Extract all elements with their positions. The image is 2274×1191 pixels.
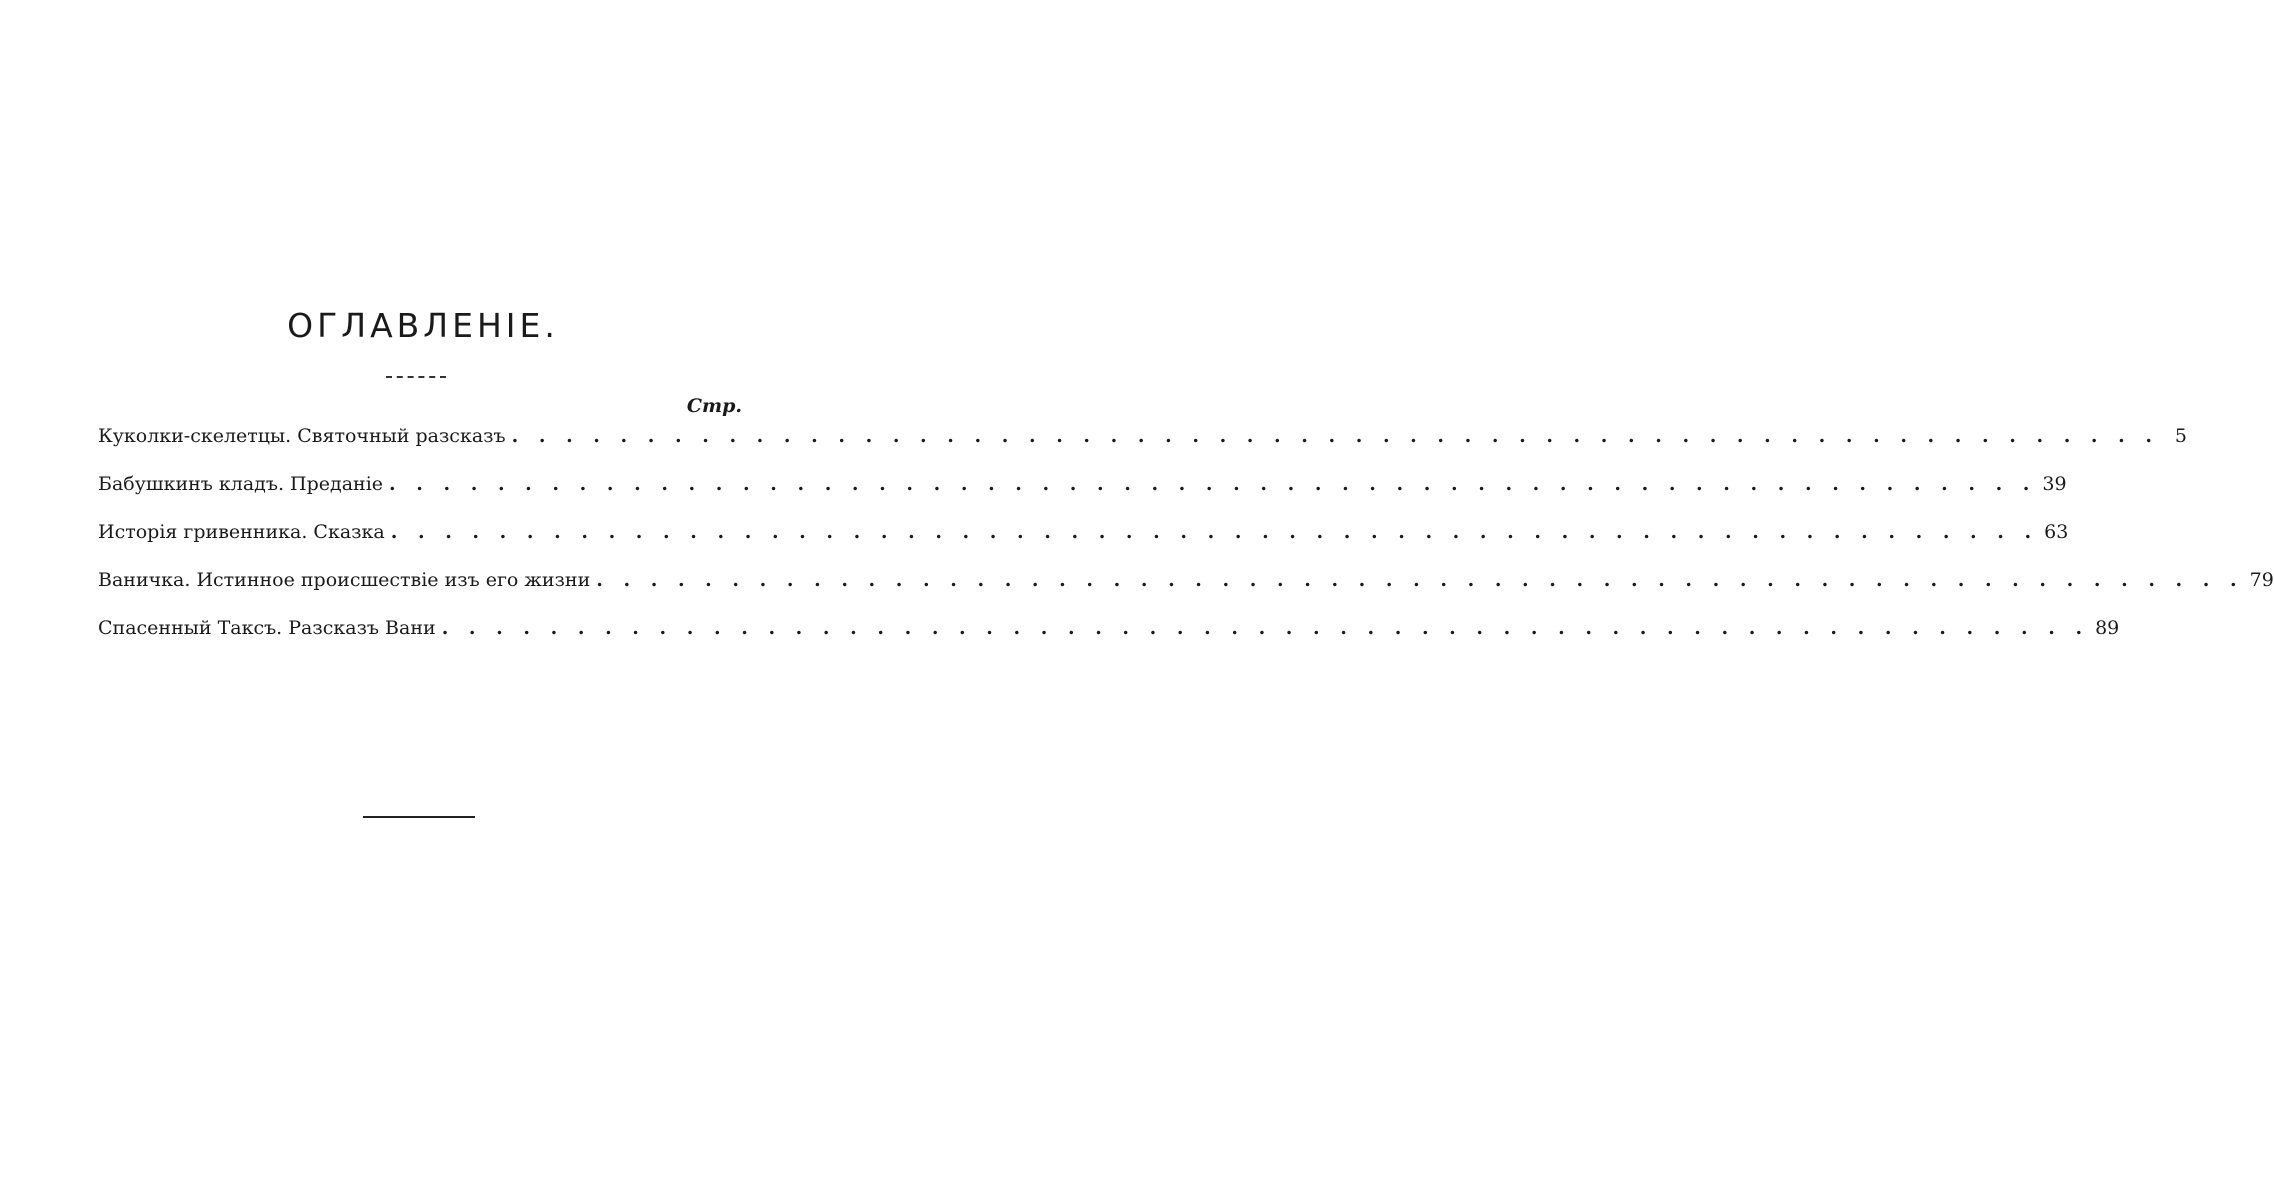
toc-entry-page: 89 — [2095, 617, 2120, 639]
page-column-header: Стр. — [686, 395, 742, 417]
dot-leader: . . . . . . . . . . . . . . . . . . . . . . . . . . . . . . . . . . . . . . . . . . . . . . . . . . . . . . . . . . . . . — [441, 617, 2090, 639]
dot-leader: . . . . . . . . . . . . . . . . . . . . . . . . . . . . . . . . . . . . . . . . . . . . . . . . . . . . . . . . . . . . . — [596, 569, 2244, 591]
toc-entry-page: 5 — [2174, 425, 2187, 447]
toc-entry-page: 39 — [2042, 473, 2067, 495]
toc-entry[interactable] — [98, 516, 2069, 564]
toc-entry[interactable] — [98, 564, 2274, 612]
toc-entry-title: Бабушкинъ кладъ. Преданіе — [98, 473, 384, 495]
toc-entry[interactable] — [98, 612, 2120, 660]
table-of-contents — [98, 420, 2274, 660]
toc-entry-title: Спасенный Таксъ. Разсказъ Вани — [98, 617, 436, 639]
dot-leader: . . . . . . . . . . . . . . . . . . . . . . . . . . . . . . . . . . . . . . . . . . . . . . . . . . . . . . . . . . . . . — [390, 521, 2039, 543]
toc-entry[interactable] — [98, 420, 2187, 468]
toc-entry[interactable] — [98, 468, 2067, 516]
toc-entry-page: 63 — [2044, 521, 2069, 543]
toc-entry-title: Исторія гривенника. Сказка — [98, 521, 385, 543]
page-title: ОГЛАВЛЕНІЕ. — [287, 306, 559, 345]
dot-leader: . . . . . . . . . . . . . . . . . . . . . . . . . . . . . . . . . . . . . . . . . . . . . . . . . . . . . . . . . . . . . — [511, 425, 2159, 447]
closing-rule — [363, 816, 475, 818]
toc-entry-title: Ваничка. Истинное происшествіе изъ его жизни — [98, 569, 591, 591]
dot-leader: . . . . . . . . . . . . . . . . . . . . . . . . . . . . . . . . . . . . . . . . . . . . . . . . . . . . . . . . . . . . . — [389, 473, 2037, 495]
toc-entry-page: 79 — [2249, 569, 2274, 591]
toc-entry-title: Куколки-скелетцы. Святочный разсказъ — [98, 425, 506, 447]
title-ornament — [386, 376, 446, 378]
